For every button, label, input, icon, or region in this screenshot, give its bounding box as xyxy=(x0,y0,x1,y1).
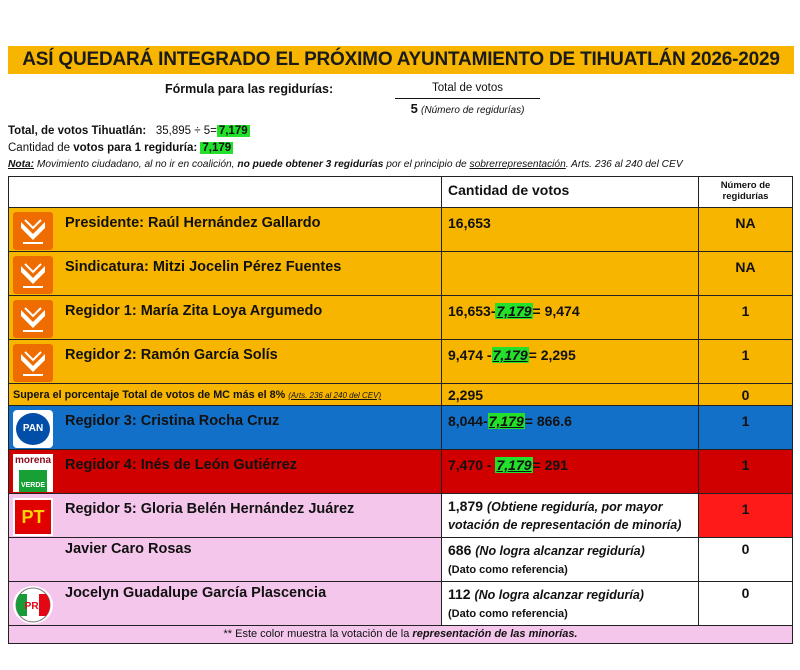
vote-count: 1,879 (Obtiene regiduría, por mayor votación de representación de minoría) xyxy=(448,498,682,532)
table-row-supera xyxy=(9,384,793,406)
candidate-name: Presidente: Raúl Hernández Gallardo xyxy=(65,215,321,231)
regiduria-count: 1 xyxy=(741,457,750,473)
vote-count: 112 (No logra alcanzar regiduría) (Dato como referencia) xyxy=(448,586,644,620)
pri-logo xyxy=(13,586,53,624)
morena-verde-logo: morena VERDE xyxy=(13,454,53,492)
formula-denominator: 5 (Número de regidurías) xyxy=(410,101,525,116)
total-votes-line: Total, de votos Tihuatlán: 35,895 ÷ 5= 7,179 xyxy=(8,125,248,137)
header-empty-cell xyxy=(9,177,442,208)
candidate-name: Regidor 3: Cristina Rocha Cruz xyxy=(65,413,280,429)
votes-per-regiduria-line: Cantidad de votos para 1 regiduría: 7,179 xyxy=(8,142,232,154)
pan-logo: PAN xyxy=(13,410,53,448)
vote-count: 8,044-7,179= 866.6 xyxy=(448,413,572,429)
header-votes: Cantidad de votos xyxy=(442,177,699,208)
candidate-name: Javier Caro Rosas xyxy=(65,541,192,557)
table-row-sindicatura xyxy=(9,252,793,296)
regiduria-count: 1 xyxy=(741,501,750,517)
footer-note: ** Este color muestra la votación de la representación de las minorías. xyxy=(9,626,793,644)
movimiento-ciudadano-logo xyxy=(13,344,53,382)
table-row-regidor-3 xyxy=(9,406,793,450)
movimiento-ciudadano-logo xyxy=(13,300,53,338)
vote-count: 7,470 - 7,179= 291 xyxy=(448,457,568,473)
movimiento-ciudadano-logo xyxy=(13,212,53,250)
vote-count: 9,474 -7,179= 2,295 xyxy=(448,347,576,363)
formula-fraction xyxy=(395,82,540,116)
vote-count xyxy=(442,252,698,259)
svg-text:PRI: PRI xyxy=(24,601,42,612)
table-footer-row xyxy=(9,626,793,644)
table-row-regidor-5 xyxy=(9,494,793,538)
regiduria-count: 0 xyxy=(741,585,750,601)
table-row-javier xyxy=(9,538,793,582)
results-table xyxy=(8,176,793,644)
no-logo-placeholder xyxy=(13,542,53,580)
table-row-regidor-1 xyxy=(9,296,793,340)
candidate-name: Regidor 4: Inés de León Gutiérrez xyxy=(65,457,298,473)
candidate-name: Regidor 5: Gloria Belén Hernández Juárez xyxy=(65,501,355,517)
candidate-name: Regidor 2: Ramón García Solís xyxy=(65,347,278,363)
candidate-name: Sindicatura: Mitzi Jocelin Pérez Fuentes xyxy=(65,259,342,275)
note-text: Nota: Movimiento ciudadano, al no ir en coalición, no puede obtener 3 regidurías por el principio de sobrerrepresentación. Arts. 236 al 240 del CEV xyxy=(8,159,683,170)
formula-label: Fórmula para las regidurías: xyxy=(165,82,334,96)
pt-logo: PT xyxy=(13,498,53,536)
per-reg-highlight: 7,179 xyxy=(202,142,232,154)
regiduria-count: 1 xyxy=(741,413,750,429)
page-title: ASÍ QUEDARÁ INTEGRADO EL PRÓXIMO AYUNTAMIENTO DE TIHUATLÁN 2026-2029 xyxy=(8,46,794,74)
regiduria-count: 0 xyxy=(741,541,750,557)
vote-count: 2,295 xyxy=(448,387,484,403)
regiduria-count: 0 xyxy=(741,387,750,403)
header-regidurias: Número de regidurías xyxy=(699,177,793,208)
table-row-president xyxy=(9,208,793,252)
regiduria-count: 1 xyxy=(741,303,750,319)
table-row-jocelyn xyxy=(9,582,793,626)
candidate-name: Jocelyn Guadalupe García Plascencia xyxy=(65,585,327,601)
vote-count: 16,653-7,179= 9,474 xyxy=(448,303,580,319)
supera-label: Supera el porcentaje Total de votos de MC más el 8% (Arts. 236 al 240 del CEV) xyxy=(13,389,382,401)
formula-numerator: Total de votos xyxy=(432,82,503,94)
regiduria-count: 1 xyxy=(741,347,750,363)
vote-count: 686 (No logra alcanzar regiduría) (Dato como referencia) xyxy=(448,542,645,576)
regiduria-count: NA xyxy=(735,215,756,231)
vote-count: 16,653 xyxy=(448,215,491,231)
table-row-regidor-4 xyxy=(9,450,793,494)
table-header-row xyxy=(9,177,793,208)
movimiento-ciudadano-logo xyxy=(13,256,53,294)
table-row-regidor-2 xyxy=(9,340,793,384)
fraction-line xyxy=(395,98,540,99)
candidate-name: Regidor 1: María Zita Loya Argumedo xyxy=(65,303,323,319)
total-result-highlight: 7,179 xyxy=(218,125,248,137)
regiduria-count: NA xyxy=(735,259,756,275)
